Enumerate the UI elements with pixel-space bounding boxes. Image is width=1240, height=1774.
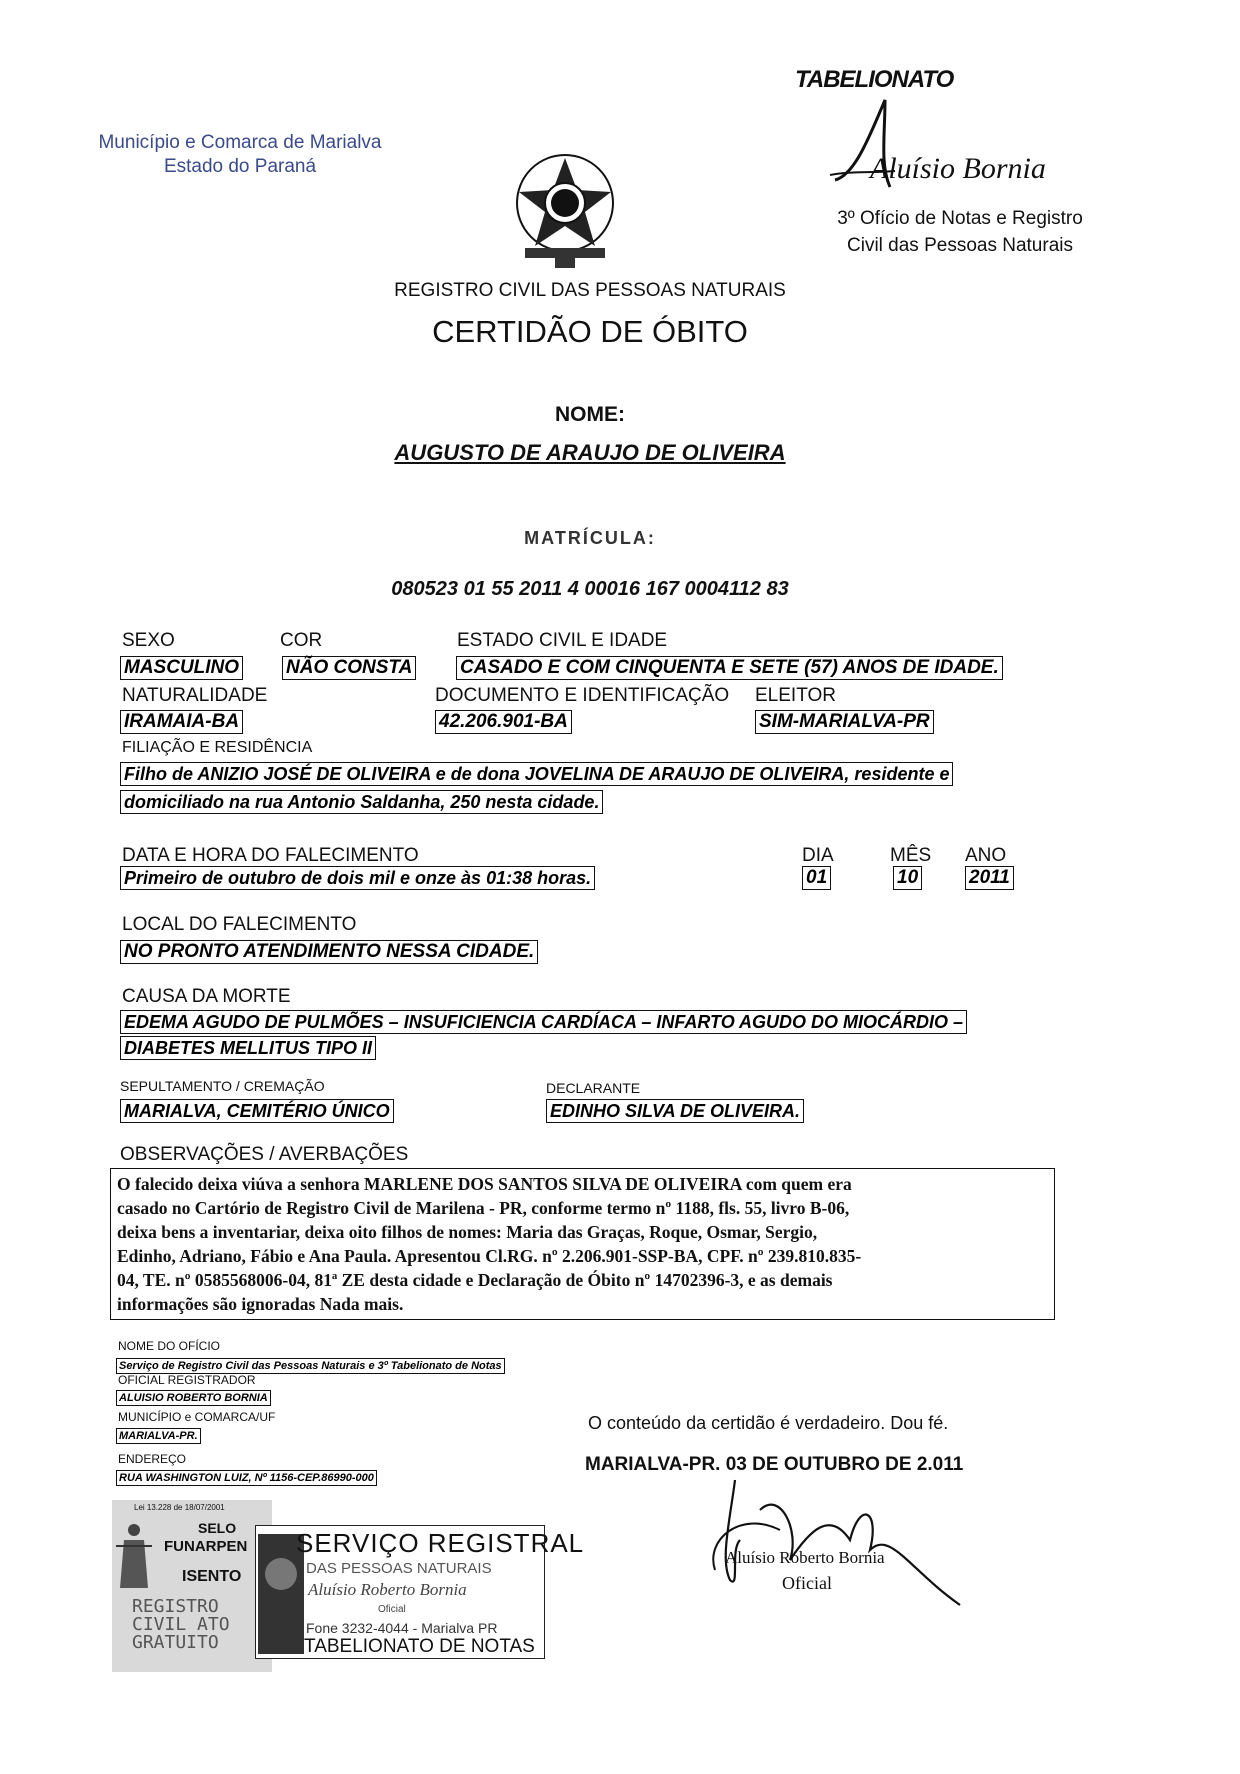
ano-value: 2011 xyxy=(965,866,1014,890)
office-name-label: NOME DO OFÍCIO xyxy=(118,1339,220,1353)
funarpen-text: FUNARPEN xyxy=(164,1538,248,1555)
servico-line-2: DAS PESSOAS NATURAIS xyxy=(306,1560,492,1577)
office-title: TABELIONATO xyxy=(795,66,954,93)
naturalidade-label: NATURALIDADE xyxy=(122,685,268,706)
matricula-value: 080523 01 55 2011 4 00016 167 0004112 83 xyxy=(391,578,789,600)
sexo-value: MASCULINO xyxy=(120,656,243,680)
observacoes-line: informações são ignoradas Nada mais. xyxy=(117,1294,404,1314)
registry-title: REGISTRO CIVIL DAS PESSOAS NATURAIS xyxy=(394,280,786,301)
estado-civil-label: ESTADO CIVIL E IDADE xyxy=(457,630,668,651)
local-label: LOCAL DO FALECIMENTO xyxy=(122,914,357,935)
registro-line-3: GRATUITO xyxy=(132,1632,219,1653)
funarpen-stamp xyxy=(112,1500,272,1672)
oficial-value: ALUISIO ROBERTO BORNIA xyxy=(116,1390,271,1406)
servico-name: Aluísio Roberto Bornia xyxy=(308,1580,467,1599)
dia-value: 01 xyxy=(802,866,831,890)
mes-label: MÊS xyxy=(890,845,932,866)
sepultamento-label: SEPULTAMENTO / CREMAÇÃO xyxy=(120,1078,325,1094)
signature-icon xyxy=(700,1470,1000,1610)
causa-line-2: DIABETES MELLITUS TIPO II xyxy=(120,1036,376,1060)
observacoes-line: deixa bens a inventariar, deixa oito filhos de nomes: Maria das Graças, Roque, Osmar, Sergio, xyxy=(117,1222,818,1242)
justice-figure-icon xyxy=(116,1522,152,1592)
sexo-label: SEXO xyxy=(122,630,175,651)
causa-line-1: EDEMA AGUDO DE PULMÕES – INSUFICIENCIA CARDÍACA – INFARTO AGUDO DO MIOCÁRDIO – xyxy=(120,1010,967,1034)
municipality-line-2: Estado do Paraná xyxy=(163,156,317,177)
mes-value: 10 xyxy=(893,866,922,890)
registro-line-1: REGISTRO xyxy=(132,1596,219,1617)
issue-date: MARIALVA-PR. 03 DE OUTUBRO DE 2.011 xyxy=(585,1454,964,1475)
observacoes-line: Edinho, Adriano, Fábio e Ana Paula. Apresentou Cl.RG. nº 2.206.901-SSP-BA, CPF. nº 239.810.835- xyxy=(117,1246,862,1266)
data-hora-label: DATA E HORA DO FALECIMENTO xyxy=(122,845,419,866)
sepultamento-value: MARIALVA, CEMITÉRIO ÚNICO xyxy=(120,1099,394,1123)
servico-bottom: TABELIONATO DE NOTAS xyxy=(304,1636,535,1657)
office-subtitle-2: Civil das Pessoas Naturais xyxy=(847,235,1073,256)
documento-value: 42.206.901-BA xyxy=(435,710,572,734)
selo-text: SELO xyxy=(198,1520,237,1536)
signer-name: Aluísio Roberto Bornia xyxy=(725,1548,885,1567)
cor-label: COR xyxy=(280,630,323,651)
data-hora-value: Primeiro de outubro de dois mil e onze às 01:38 horas. xyxy=(120,866,595,890)
document-title: CERTIDÃO DE ÓBITO xyxy=(432,314,748,349)
declarante-label: DECLARANTE xyxy=(546,1080,641,1096)
naturalidade-value: IRAMAIA-BA xyxy=(120,710,243,734)
servico-phone: Fone 3232-4044 - Marialva PR xyxy=(306,1620,498,1636)
person-name: AUGUSTO DE ARAUJO DE OLIVEIRA xyxy=(394,440,786,465)
endereco-label: ENDEREÇO xyxy=(118,1452,187,1466)
servico-title: SERVIÇO REGISTRAL xyxy=(296,1528,585,1558)
observacoes-box xyxy=(110,1168,1055,1320)
observacoes-line: casado no Cartório de Registro Civil de Marilena - PR, conforme termo nº 1188, fls. 55, livro B-06, xyxy=(117,1198,850,1218)
municipality-line-1: Município e Comarca de Marialva xyxy=(98,132,382,153)
observacoes-line: O falecido deixa viúva a senhora MARLENE DOS SANTOS SILVA DE OLIVEIRA com quem era xyxy=(117,1174,852,1194)
eleitor-label: ELEITOR xyxy=(755,685,836,706)
declarante-value: EDINHO SILVA DE OLIVEIRA. xyxy=(546,1099,804,1123)
estado-civil-value: CASADO E COM CINQUENTA E SETE (57) ANOS DE IDADE. xyxy=(456,656,1003,680)
office-subtitle-1: 3º Ofício de Notas e Registro xyxy=(837,208,1083,229)
observacoes-line: 04, TE. nº 0585568006-04, 81ª ZE desta cidade e Declaração de Óbito nº 14702396-3, e as demais xyxy=(117,1270,833,1290)
office-logo-name: Aluísio Bornia xyxy=(870,152,1046,185)
local-value: NO PRONTO ATENDIMENTO NESSA CIDADE. xyxy=(120,940,538,964)
lei-text: Lei 13.228 de 18/07/2001 xyxy=(134,1503,225,1512)
municipio-label: MUNICÍPIO e COMARCA/UF xyxy=(118,1410,276,1424)
servico-role: Oficial xyxy=(378,1604,406,1615)
endereco-value: RUA WASHINGTON LUIZ, Nº 1156-CEP.86990-000 xyxy=(116,1470,377,1486)
filiacao-line-1: Filho de ANIZIO JOSÉ DE OLIVEIRA e de dona JOVELINA DE ARAUJO DE OLIVEIRA, residente e xyxy=(120,762,953,786)
registro-line-2: CIVIL ATO xyxy=(132,1614,230,1635)
municipio-value: MARIALVA-PR. xyxy=(116,1428,201,1444)
coat-of-arms-icon xyxy=(505,148,625,273)
servico-registral-stamp xyxy=(255,1525,585,1659)
filiacao-label: FILIAÇÃO E RESIDÊNCIA xyxy=(122,739,313,756)
signer-title: Oficial xyxy=(782,1573,832,1593)
office-name-value: Serviço de Registro Civil das Pessoas Naturais e 3º Tabelionato de Notas xyxy=(116,1358,505,1374)
ano-label: ANO xyxy=(965,845,1007,866)
oficial-label: OFICIAL REGISTRADOR xyxy=(118,1373,256,1387)
filiacao-line-2: domiciliado na rua Antonio Saldanha, 250 nesta cidade. xyxy=(120,790,603,814)
cor-value: NÃO CONSTA xyxy=(282,656,416,680)
matricula-label: MATRÍCULA: xyxy=(524,528,656,548)
name-label: NOME: xyxy=(555,403,625,426)
observacoes-label: OBSERVAÇÕES / AVERBAÇÕES xyxy=(120,1144,409,1165)
causa-label: CAUSA DA MORTE xyxy=(122,986,291,1007)
eleitor-value: SIM-MARIALVA-PR xyxy=(755,710,934,734)
isento-text: ISENTO xyxy=(182,1568,242,1585)
fe-statement: O conteúdo da certidão é verdadeiro. Dou fé. xyxy=(588,1413,949,1433)
documento-label: DOCUMENTO E IDENTIFICAÇÃO xyxy=(435,685,730,706)
dia-label: DIA xyxy=(802,845,834,866)
